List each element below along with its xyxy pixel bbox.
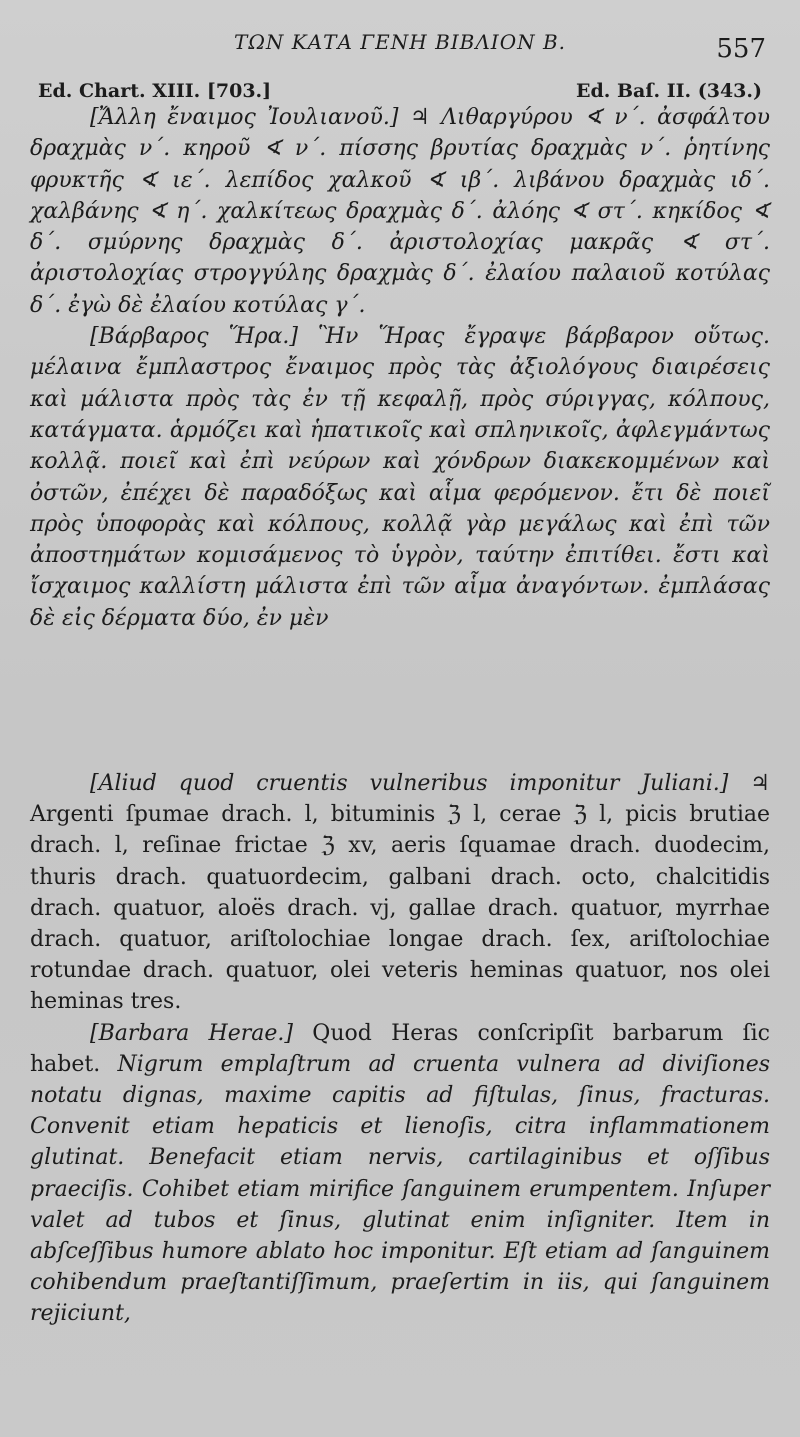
greek-body-1: ♃ Λιθαργύρου ∢ ν΄. ἀσφάλτου δραχμὰς ν΄. κηροῦ ∢ ν΄. πίσσης βρυτίας δραχμὰς ν΄. ῥητίνης φρυκτῆς ∢ ιε΄. λεπίδος χαλκοῦ ∢ ιβ΄. λιβάνου δραχμὰς ιδ΄. χαλβάνης ∢ η΄. χαλκίτεως δραχμὰς δ΄. ἀλόης ∢ στ΄. κηκίδος ∢ δ΄. σμύρνης δραχμὰς δ΄. ἀριστολοχίας μακρᾶς ∢ στ΄. ἀριστολοχίας στρογγύλης δραχμὰς δ΄. ἐλαίου παλαιοῦ κοτύλας δ΄. ἐγὼ δὲ ἐλαίου κοτύλας γ΄. [30, 105, 770, 318]
latin-paragraph-2 [30, 1018, 770, 1330]
latin-lead-2: Quod Heras conſcripſit barbarum ſic habet. [30, 1020, 770, 1077]
latin-text-block [30, 768, 770, 1330]
greek-text-block [30, 102, 770, 634]
greek-body-2: Ἣν Ἥρας ἔγραψε βάρβαρον οὕτως. μέλαινα ἔμπλαστρος ἔναιμος πρὸς τὰς ἀξιολόγους διαιρέσεις καὶ μάλιστα πρὸς τὰς ἐν τῇ κεφαλῇ, πρὸς σύριγγας, κόλπους, κατάγματα. ἁρμόζει καὶ ἡπατικοῖς καὶ σπληνικοῖς, ἀφλεγμάντως κολλᾷ. ποιεῖ καὶ ἐπὶ νεύρων καὶ χόνδρων διακεκομμένων καὶ ὀστῶν, ἐπέχει δὲ παραδόξως καὶ αἷμα φερόμενον. ἔτι δὲ ποιεῖ πρὸς ὑποφορὰς καὶ κόλπους, κολλᾷ γὰρ μεγάλως καὶ ἐπὶ τῶν ἀποστημάτων κομισάμενος τὸ ὑγρὸν, ταύτην ἐπιτίθει. ἔστι καὶ ἴσχαιμος καλλίστη μάλιστα ἐπὶ τῶν αἷμα ἀναγόντων. ἐμπλάσας δὲ εἰς δέρματα δύο, ἐν μὲν [30, 324, 770, 631]
greek-paragraph-1 [30, 102, 770, 321]
edition-basel: Ed. Baſ. II. (343.) [575, 80, 762, 102]
page-number: 557 [716, 34, 766, 64]
latin-body-1: ♃ Argenti ſpumae drach. l, bituminis ℨ l, cerae ℨ l, picis brutiae drach. l, reſinae frictae ℨ xv, aeris ſquamae drach. duodecim, thuris drach. quatuordecim, galbani drach. octo, chalcitidis drach. quatuor, aloës drach. vj, gallae drach. quatuor, myrrhae drach. quatuor, ariſtolochiae longae drach. ſex, ariſtolochiae rotundae drach. quatuor, olei veteris heminas quatuor, nos olei heminas tres. [30, 771, 770, 1015]
edition-line [38, 80, 762, 102]
latin-italic-2: Nigrum emplaſtrum ad cruenta vulnera ad diviſiones notatu dignas, maxime capitis ad fiſtulas, ſinus, fracturas. Convenit etiam hepaticis et lienoſis, citra inflammationem glutinat. Benefacit etiam nervis, cartilaginibus et oſſibus praeciſis. Cohibet etiam mirifice ſanguinem erumpentem. Inſuper valet ad tubos et ſinus, glutinat enim inſigniter. Item in abſceſſibus humore ablato hoc imponitur. Eſt etiam ad ſanguinem cohibendum praeſtantiſſimum, praeſertim in iis, qui ſanguinem rejiciunt, [30, 1051, 770, 1327]
edition-chart: Ed. Chart. XIII. [703.] [38, 80, 272, 102]
running-title: ΤΩΝ ΚΑΤΑ ΓΕΝΗ ΒΙΒΛΙΟΝ Β. [233, 30, 567, 54]
latin-heading-2: [Barbara Herae.] [90, 1020, 293, 1046]
latin-heading-1: [Aliud quod cruentis vulneribus imponitur Juliani.] [90, 771, 729, 796]
greek-heading-2: [Βάρβαρος Ἥρα.] [90, 324, 299, 350]
greek-heading-1: [Ἄλλη ἔναιμος Ἰουλιανοῦ.] [90, 105, 399, 130]
latin-paragraph-1 [30, 768, 770, 1018]
greek-paragraph-2 [30, 321, 770, 634]
